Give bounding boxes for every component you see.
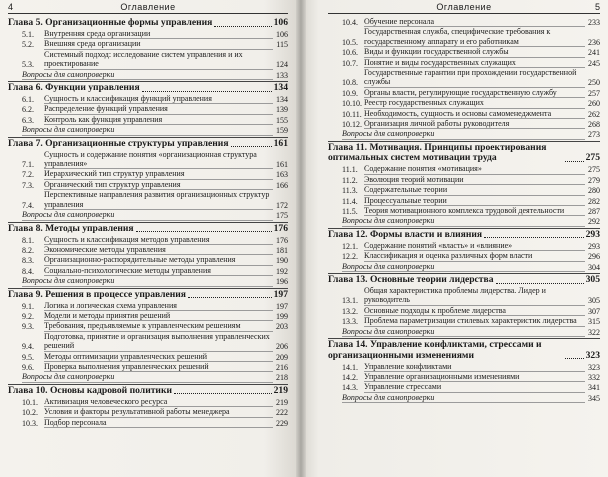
section-title: Внутренняя среда организации [44, 29, 273, 39]
toc-section [328, 206, 600, 216]
section-title: Подготовка, принятие и организация выполнения управленческих решений [44, 332, 273, 352]
chapter-page-number: 275 [585, 152, 600, 164]
section-title: Процессуальные теории [364, 196, 585, 206]
review-questions-page-number: 345 [588, 393, 600, 403]
header-title: Оглавление [436, 2, 492, 12]
section-number: 8.4. [22, 266, 34, 276]
section-title: Системный подход: исследование систем управления и их проектирование [44, 50, 273, 70]
toc-chapter-heading [8, 288, 288, 301]
toc-section [8, 29, 288, 39]
section-page-number: 280 [588, 186, 600, 196]
section-number: 7.4. [22, 200, 34, 210]
chapter-page-number: 106 [273, 17, 288, 28]
chapter-page-number: 161 [273, 137, 288, 149]
section-number: 10.2. [22, 408, 38, 418]
section-title: Подбор персонала [44, 418, 273, 428]
section-title: Государственная служба, специфические требования к государственному аппарату и его работникам [364, 27, 585, 47]
section-page-number: 190 [276, 256, 288, 266]
section-page-number: 315 [588, 317, 600, 327]
dot-leader [136, 231, 272, 232]
section-page-number: 134 [276, 95, 288, 105]
toc-left [8, 17, 288, 428]
toc-section [328, 251, 600, 261]
section-number: 6.1. [22, 95, 34, 105]
chapter-page-number: 197 [273, 288, 288, 300]
toc-section [8, 169, 288, 179]
section-number: 7.1. [22, 160, 34, 170]
toc-chapter-heading [328, 141, 600, 165]
toc-section [328, 362, 600, 372]
section-title: Государственные гарантии при прохождении государственной службы [364, 68, 585, 88]
toc-chapter-heading [328, 228, 600, 241]
section-page-number: 296 [588, 252, 600, 262]
chapter-title: Глава 7. Организационные структуры управления [8, 137, 229, 149]
section-page-number: 172 [276, 200, 288, 210]
section-number: 12.2. [342, 252, 358, 262]
section-number: 10.4. [342, 18, 358, 27]
toc-section [8, 50, 288, 70]
section-page-number: 176 [276, 235, 288, 245]
section-page-number: 106 [276, 30, 288, 39]
section-title: Распределение функций управления [44, 104, 273, 114]
section-page-number: 241 [588, 48, 600, 58]
toc-section [8, 352, 288, 362]
running-header-right [328, 1, 600, 14]
chapter-page-number: 305 [585, 274, 600, 286]
section-page-number: 197 [276, 301, 288, 311]
section-page-number: 307 [588, 306, 600, 316]
section-page-number: 115 [276, 40, 288, 50]
section-title: Понятие и виды государственных служащих [364, 58, 585, 68]
toc-section [8, 321, 288, 331]
toc-section [328, 185, 600, 195]
section-number: 10.9. [342, 88, 358, 98]
toc-section [328, 68, 600, 88]
section-title: Методы оптимизации управленческих решений [44, 352, 273, 362]
section-page-number: 323 [588, 362, 600, 372]
toc-section [328, 175, 600, 185]
section-number: 9.4. [22, 342, 34, 352]
section-page-number: 233 [588, 18, 600, 27]
review-questions-label: Вопросы для самопроверки [342, 327, 585, 337]
toc-chapter-heading [328, 338, 600, 362]
section-title: Управление стрессами [364, 382, 585, 392]
page-number: 5 [594, 2, 600, 12]
toc-chapter-heading [8, 137, 288, 150]
toc-section [328, 98, 600, 108]
section-number: 9.6. [22, 362, 34, 372]
section-page-number: 181 [276, 245, 288, 255]
section-page-number: 275 [588, 165, 600, 175]
section-page-number: 161 [276, 160, 288, 170]
toc-review-questions [328, 327, 600, 337]
dot-leader [188, 297, 272, 298]
toc-section [328, 196, 600, 206]
toc-section [8, 397, 288, 407]
section-number: 7.3. [22, 180, 34, 190]
review-questions-label: Вопросы для самопроверки [22, 372, 273, 382]
section-number: 9.5. [22, 352, 34, 362]
toc-section [8, 94, 288, 104]
section-number: 14.3. [342, 383, 358, 393]
section-number: 8.3. [22, 256, 34, 266]
section-number: 10.11. [342, 109, 362, 119]
review-questions-page-number: 218 [276, 373, 288, 383]
toc-section [328, 27, 600, 47]
section-title: Эволюция теорий мотивации [364, 175, 585, 185]
section-number: 11.5. [342, 207, 358, 216]
toc-section [328, 88, 600, 98]
section-number: 10.7. [342, 58, 358, 68]
chapter-page-number: 219 [273, 384, 288, 396]
section-page-number: 216 [276, 362, 288, 372]
chapter-page-number: 293 [585, 228, 600, 240]
toc-section [8, 104, 288, 114]
section-title: Логика и логическая схема управления [44, 301, 273, 311]
section-title: Содержание понятия «мотивация» [364, 164, 585, 174]
section-page-number: 192 [276, 266, 288, 276]
review-questions-label: Вопросы для самопроверки [342, 129, 585, 139]
review-questions-label: Вопросы для самопроверки [22, 210, 273, 220]
section-number: 10.5. [342, 37, 358, 47]
section-page-number: 268 [588, 120, 600, 130]
section-page-number: 219 [276, 397, 288, 407]
right-page [300, 0, 608, 477]
toc-chapter-heading [8, 222, 288, 235]
chapter-title: Глава 5. Организационные формы управления [8, 17, 213, 28]
section-title: Содержательные теории [364, 185, 585, 195]
toc-section [8, 407, 288, 417]
toc-review-questions [8, 125, 288, 135]
section-title: Обучение персонала [364, 17, 585, 27]
section-number: 13.1. [342, 296, 358, 306]
toc-review-questions [8, 372, 288, 382]
dot-leader [142, 91, 272, 92]
section-page-number: 209 [276, 352, 288, 362]
section-number: 11.4. [342, 196, 358, 206]
section-number: 5.1. [22, 30, 34, 39]
section-number: 5.3. [22, 60, 34, 70]
header-title: Оглавление [120, 2, 176, 12]
section-title: Органический тип структур управления [44, 180, 273, 190]
section-number: 11.2. [342, 175, 358, 185]
section-number: 10.6. [342, 48, 358, 58]
review-questions-label: Вопросы для самопроверки [342, 216, 585, 226]
section-number: 13.2. [342, 306, 358, 316]
toc-section [8, 332, 288, 352]
section-title: Экономические методы управления [44, 245, 273, 255]
review-questions-page-number: 159 [276, 126, 288, 136]
toc-chapter-heading [328, 273, 600, 286]
chapter-page-number: 134 [273, 82, 288, 94]
toc-section [8, 255, 288, 265]
section-title: Социально-психологические методы управления [44, 266, 273, 276]
section-number: 14.1. [342, 362, 358, 372]
section-number: 10.8. [342, 78, 358, 88]
chapter-title: Глава 8. Методы управления [8, 222, 134, 234]
chapter-title: Глава 12. Формы власти и влияния [328, 228, 483, 240]
toc-review-questions [8, 276, 288, 286]
review-questions-page-number: 322 [588, 327, 600, 337]
toc-section [328, 382, 600, 392]
toc-section [8, 150, 288, 170]
review-questions-page-number: 304 [588, 262, 600, 272]
toc-section [8, 180, 288, 190]
toc-section [328, 316, 600, 326]
toc-section [8, 39, 288, 49]
review-questions-label: Вопросы для самопроверки [22, 276, 273, 286]
chapter-page-number: 323 [585, 349, 600, 361]
section-page-number: 257 [588, 88, 600, 98]
section-page-number: 293 [588, 241, 600, 251]
section-number: 10.12. [342, 120, 362, 130]
section-page-number: 206 [276, 342, 288, 352]
review-questions-page-number: 133 [276, 70, 288, 80]
review-questions-page-number: 292 [588, 217, 600, 227]
chapter-title: Глава 9. Решения в процессе управления [8, 288, 186, 300]
section-title: Модели и методы принятия решений [44, 311, 273, 321]
dot-leader [565, 358, 584, 359]
section-number: 5.2. [22, 40, 34, 50]
toc-right [328, 17, 600, 403]
section-title: Сущность и классификация функций управления [44, 94, 273, 104]
section-title: Общая характеристика проблемы лидерства. Лидер и руководитель [364, 286, 585, 306]
chapter-title: Глава 13. Основные теории лидерства [328, 274, 494, 286]
section-title: Содержание понятий «власть» и «влияние» [364, 241, 585, 251]
section-title: Сущность и классификация методов управления [44, 235, 273, 245]
running-header-left [8, 1, 288, 14]
section-number: 12.1. [342, 241, 358, 251]
dot-leader [214, 26, 271, 27]
section-number: 8.1. [22, 235, 34, 245]
review-questions-label: Вопросы для самопроверки [342, 393, 585, 403]
toc-review-questions [328, 262, 600, 272]
section-page-number: 139 [276, 105, 288, 115]
section-number: 9.2. [22, 311, 34, 321]
toc-review-questions [8, 70, 288, 80]
chapter-title: Глава 14. Управление конфликтами, стрессами и организационными изменениями [328, 339, 542, 361]
section-title: Проблема параметризации стилевых характеристик лидерства [364, 316, 585, 326]
section-title: Основные подходы к проблеме лидерства [364, 306, 585, 316]
toc-section [328, 372, 600, 382]
section-number: 10.10. [342, 99, 362, 109]
toc-review-questions [8, 210, 288, 220]
section-page-number: 305 [588, 296, 600, 306]
section-title: Управление конфликтами [364, 362, 585, 372]
toc-section [8, 115, 288, 125]
chapter-title: Глава 11. Мотивация. Принципы проектирования оптимальных систем мотивации труда [328, 141, 547, 164]
review-questions-page-number: 273 [588, 130, 600, 140]
toc-section [328, 306, 600, 316]
section-page-number: 287 [588, 207, 600, 216]
toc-section [8, 235, 288, 245]
section-page-number: 124 [276, 60, 288, 70]
toc-section [8, 311, 288, 321]
section-title: Органы власти, регулирующие государственную службу [364, 88, 585, 98]
chapter-title: Глава 10. Основы кадровой политики [8, 384, 173, 396]
toc-section [328, 241, 600, 251]
section-title: Условия и факторы результативной работы менеджера [44, 407, 273, 417]
section-title: Внешняя среда организации [44, 39, 273, 49]
section-page-number: 279 [588, 175, 600, 185]
section-number: 6.3. [22, 115, 34, 125]
section-number: 10.3. [22, 418, 38, 428]
section-number: 14.2. [342, 372, 358, 382]
chapter-page-number: 176 [273, 222, 288, 234]
section-title: Активизация человеческого ресурса [44, 397, 273, 407]
section-page-number: 229 [276, 418, 288, 428]
dot-leader [231, 146, 272, 147]
section-number: 6.2. [22, 105, 34, 115]
toc-chapter-heading [8, 384, 288, 397]
toc-section [8, 418, 288, 428]
page-number: 4 [8, 2, 14, 12]
section-number: 7.2. [22, 170, 34, 180]
section-title: Контроль как функция управления [44, 115, 273, 125]
section-title: Организационно-распорядительные методы управления [44, 255, 273, 265]
review-questions-page-number: 196 [276, 277, 288, 287]
section-title: Перспективные направления развития организационных структур управления [44, 190, 273, 210]
section-page-number: 199 [276, 311, 288, 321]
section-title: Классификация и оценка различных форм власти [364, 251, 585, 261]
dot-leader [484, 237, 584, 238]
toc-review-questions [328, 393, 600, 403]
section-page-number: 260 [588, 99, 600, 109]
section-title: Иерархический тип структур управления [44, 169, 273, 179]
section-page-number: 222 [276, 408, 288, 418]
toc-chapter-heading [8, 81, 288, 94]
toc-section [8, 362, 288, 372]
review-questions-label: Вопросы для самопроверки [22, 70, 273, 80]
toc-section [8, 266, 288, 276]
section-page-number: 282 [588, 196, 600, 206]
dot-leader [496, 283, 584, 284]
toc-section [328, 17, 600, 27]
toc-section [8, 190, 288, 210]
section-title: Организация личной работы руководителя [364, 119, 585, 129]
section-page-number: 236 [588, 37, 600, 47]
section-number: 8.2. [22, 245, 34, 255]
toc-review-questions [328, 129, 600, 139]
chapter-title: Глава 6. Функции управления [8, 82, 140, 94]
toc-section [328, 286, 600, 306]
section-title: Теория мотивационного комплекса трудовой деятельности [364, 206, 585, 216]
review-questions-label: Вопросы для самопроверки [342, 262, 585, 272]
section-page-number: 250 [588, 78, 600, 88]
book-gutter [296, 0, 306, 477]
toc-chapter-heading [8, 18, 288, 29]
section-title: Проверка выполнения управленческих решений [44, 362, 273, 372]
section-page-number: 341 [588, 383, 600, 393]
dot-leader [565, 161, 584, 162]
toc-section [328, 119, 600, 129]
section-title: Необходимость, сущность и основы самоменеджмента [364, 109, 585, 119]
section-page-number: 166 [276, 180, 288, 190]
toc-review-questions [328, 216, 600, 226]
section-number: 9.1. [22, 301, 34, 311]
dot-leader [174, 393, 272, 394]
section-number: 10.1. [22, 397, 38, 407]
section-title: Реестр государственных служащих [364, 98, 585, 108]
section-number: 11.3. [342, 186, 358, 196]
toc-section [8, 301, 288, 311]
section-page-number: 245 [588, 58, 600, 68]
section-number: 9.3. [22, 322, 34, 332]
toc-section [328, 109, 600, 119]
toc-section [8, 245, 288, 255]
section-title: Сущность и содержание понятия «организационная структура управления» [44, 150, 273, 170]
section-page-number: 155 [276, 115, 288, 125]
section-title: Управление организационными изменениями [364, 372, 585, 382]
left-page [0, 0, 300, 477]
section-number: 13.3. [342, 317, 358, 327]
section-page-number: 332 [588, 372, 600, 382]
section-title: Виды и функции государственной службы [364, 47, 585, 57]
toc-section [328, 164, 600, 174]
section-page-number: 163 [276, 170, 288, 180]
toc-section [328, 58, 600, 68]
review-questions-label: Вопросы для самопроверки [22, 125, 273, 135]
toc-section [328, 47, 600, 57]
section-page-number: 262 [588, 109, 600, 119]
section-page-number: 203 [276, 322, 288, 332]
section-title: Требования, предъявляемые к управленческим решениям [44, 321, 273, 331]
review-questions-page-number: 175 [276, 211, 288, 221]
section-number: 11.1. [342, 165, 358, 175]
